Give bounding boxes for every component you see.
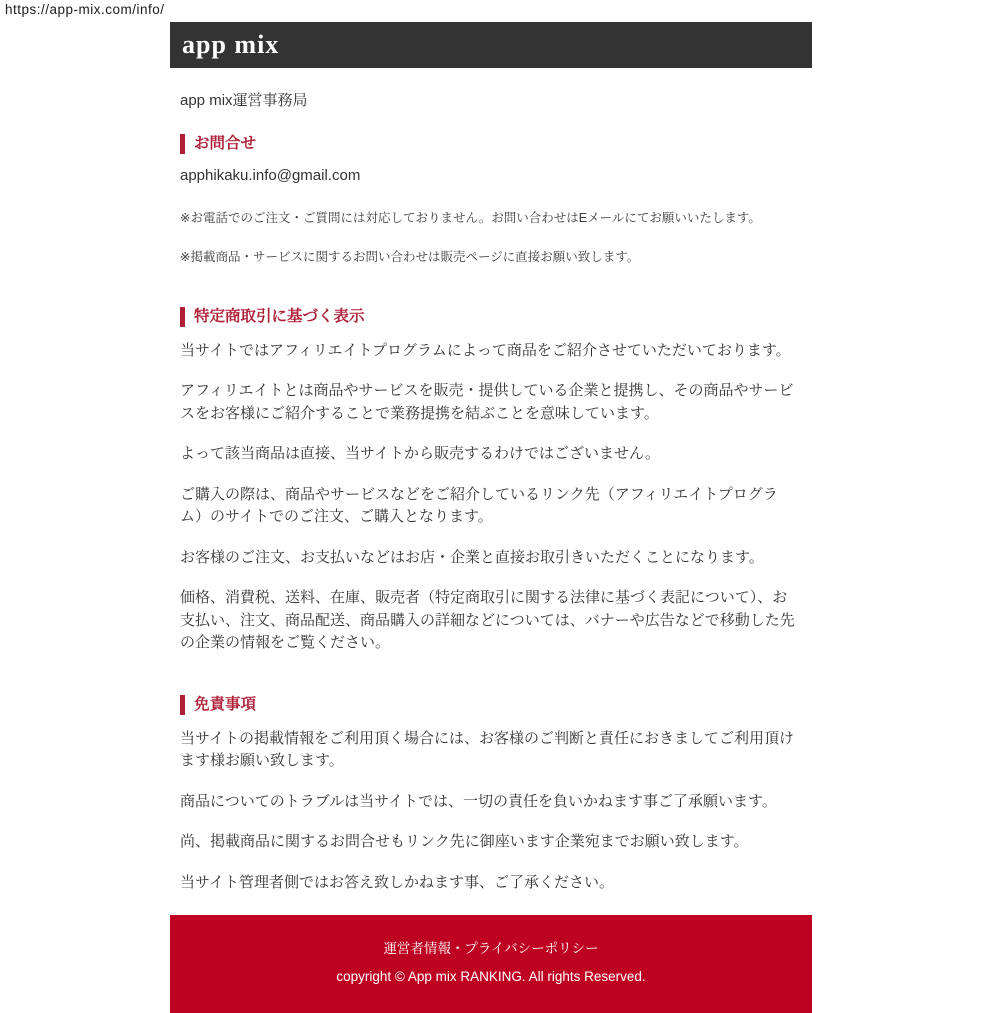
url-text: https://app-mix.com/info/ (5, 2, 165, 17)
tokushoho-paragraph: 当サイトではアフィリエイトプログラムによって商品をご紹介させていただいております。 (180, 341, 791, 359)
privacy-policy-link[interactable]: 運営者情報・プライバシーポリシー (383, 941, 599, 956)
tokushoho-paragraph: 価格、消費税、送料、在庫、販売者（特定商取引に関する法律に基づく表記について）、お支払い、注文、商品配送、商品購入の詳細などについては、バナーや広告などで移動した先の企業の情報をご覧ください。 (180, 589, 795, 651)
disclaimer-paragraph: 尚、掲載商品に関するお問合せもリンク先に御座います企業宛までお願い致します。 (180, 833, 749, 850)
main-content (170, 92, 812, 894)
disclaimer-paragraph: 当サイトの掲載情報をご利用頂く場合には、お客様のご判断と責任におきましてご利用頂けます様お願い致します。 (180, 729, 794, 769)
disclaimer-heading: 免責事項 (180, 695, 795, 715)
operator-name: app mix運営事務局 (180, 92, 308, 109)
tokushoho-heading: 特定商取引に基づく表示 (180, 307, 795, 327)
disclaimer-paragraph: 当サイト管理者側ではお答え致しかねます事、ご了承ください。 (180, 873, 614, 891)
contact-note-products: ※掲載商品・サービスに関するお問い合わせは販売ページに直接お願い致します。 (180, 249, 640, 264)
contact-note-phone: ※お電話でのご注文・ご質問には対応しておりません。お問い合わせはEメールにてお願いいたします。 (180, 211, 761, 225)
tokushoho-paragraph: よって該当商品は直接、当サイトから販売するわけではございません。 (180, 445, 660, 462)
tokushoho-paragraph: お客様のご注文、お支払いなどはお店・企業と直接お取引きいただくことになります。 (180, 548, 764, 566)
disclaimer-paragraph: 商品についてのトラブルは当サイトでは、一切の責任を負いかねます事ご了承願います。 (180, 792, 777, 810)
site-footer (170, 915, 812, 1013)
copyright-text: copyright © App mix RANKING. All rights Reserved. (336, 969, 646, 984)
site-header (170, 22, 812, 68)
tokushoho-paragraph: ご購入の際は、商品やサービスなどをご紹介しているリンク先（アフィリエイトプログラム）のサイトでのご注文、ご購入となります。 (180, 485, 778, 525)
tokushoho-paragraph: アフィリエイトとは商品やサービスを販売・提供している企業と提携し、その商品やサービスをお客様にご紹介することで業務提携を結ぶことを意味しています。 (180, 382, 794, 422)
contact-heading: お問合せ (180, 134, 795, 154)
site-title: app mix (182, 30, 280, 59)
contact-email: apphikaku.info@gmail.com (180, 167, 361, 184)
page-container (170, 22, 812, 1013)
